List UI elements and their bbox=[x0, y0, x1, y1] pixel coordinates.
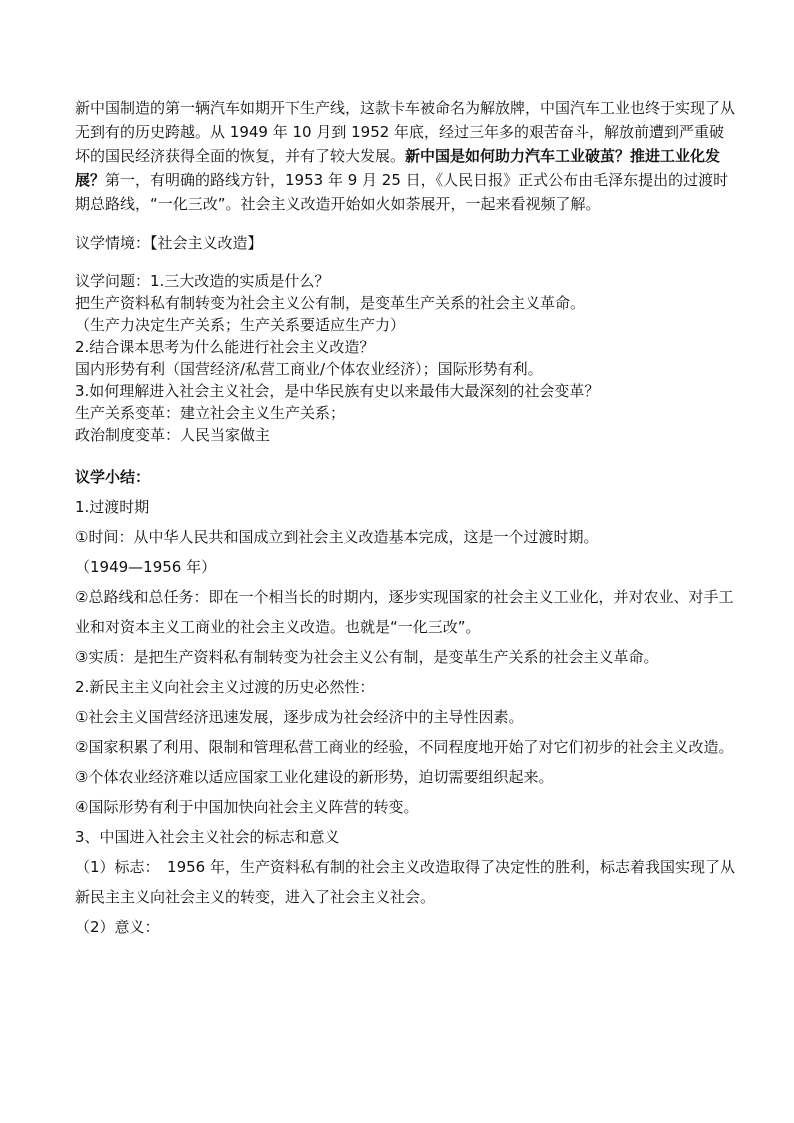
question-line: （生产力决定生产关系；生产关系要适应生产力） bbox=[75, 316, 406, 334]
summary-title: 议学小结： bbox=[75, 468, 151, 486]
summary-block bbox=[75, 462, 735, 942]
question-line: 3.如何理解进入社会主义社会，是中华民族有史以来最伟大最深刻的社会变革？ bbox=[75, 382, 600, 400]
section-1-item: ③实质：是把生产资料私有制转变为社会主义公有制，是变革生产关系的社会主义革命。 bbox=[75, 648, 659, 666]
section-2-item: ④国际形势有利于中国加快向社会主义阵营的转变。 bbox=[75, 798, 419, 816]
section-1-title: 1.过渡时期 bbox=[75, 498, 150, 516]
section-2-item: ①社会主义国营经济迅速发展，逐步成为社会经济中的主导性因素。 bbox=[75, 708, 524, 726]
question-line: 国内形势有利（国营经济/私营工商业/个体农业经济）；国际形势有利。 bbox=[75, 360, 543, 378]
intro-text-1: 新中国制造的第一辆汽车如期开下生产线，这款卡车被命名为解放牌，中国汽车工业也终于实现了从无到有的历史跨越。从 1949 年 10 月到 1952 年底，经过三年多的艰苦奋斗，解放前遭到严重破坏的国民经济获得全面的恢复，并有了较大发展。 bbox=[75, 99, 736, 165]
section-3-title: 3、中国进入社会主义社会的标志和意义 bbox=[75, 828, 340, 846]
question-line: 把生产资料私有制转变为社会主义公有制，是变革生产关系的社会主义革命。 bbox=[75, 294, 586, 312]
section-1-item: ①时间：从中华人民共和国成立到社会主义改造基本完成，这是一个过渡时期。 bbox=[75, 528, 599, 546]
question-line: 议学问题：1.三大改造的实质是什么？ bbox=[75, 272, 330, 290]
intro-text-2: 第一，有明确的路线方针，1953 年 9 月 25 日，《人民日报》正式公布由毛泽东提出的过渡时期总路线，“一化三改”。社会主义改造开始如火如荼展开，一起来看视频了解。 bbox=[75, 171, 729, 213]
section-1-item: ②总路线和总任务：即在一个相当长的时期内，逐步实现国家的社会主义工业化，并对农业、对手工业和对资本主义工商业的社会主义改造。也就是“一化三改”。 bbox=[75, 588, 734, 636]
section-2-title: 2.新民主主义向社会主义过渡的历史必然性： bbox=[75, 678, 375, 696]
section-3-item: （1）标志： 1956 年，生产资料私有制的社会主义改造取得了决定性的胜利，标志着我国实现了从新民主主义向社会主义的转变，进入了社会主义社会。 bbox=[75, 858, 735, 906]
question-line: 生产关系变革：建立社会主义生产关系； bbox=[75, 404, 346, 422]
section-3-item: （2）意义： bbox=[75, 918, 160, 936]
questions-block bbox=[75, 270, 735, 446]
document-page bbox=[75, 96, 735, 942]
question-line: 政治制度变革：人民当家做主 bbox=[75, 426, 271, 444]
section-2-item: ②国家积累了利用、限制和管理私营工商业的经验，不同程度地开始了对它们初步的社会主义改造。 bbox=[75, 738, 734, 756]
question-line: 2.结合课本思考为什么能进行社会主义改造？ bbox=[75, 338, 375, 356]
intro-paragraph bbox=[75, 96, 735, 216]
intro-bold-question: 新中国是如何助力汽车工业破茧？推进工业化发展？ bbox=[75, 147, 721, 189]
section-2-item: ③个体农业经济难以适应国家工业化建设的新形势，迫切需要组织起来。 bbox=[75, 768, 554, 786]
section-1-item: （1949—1956 年） bbox=[75, 558, 217, 576]
scenario-line: 议学情境：【社会主义改造】 bbox=[75, 234, 263, 252]
